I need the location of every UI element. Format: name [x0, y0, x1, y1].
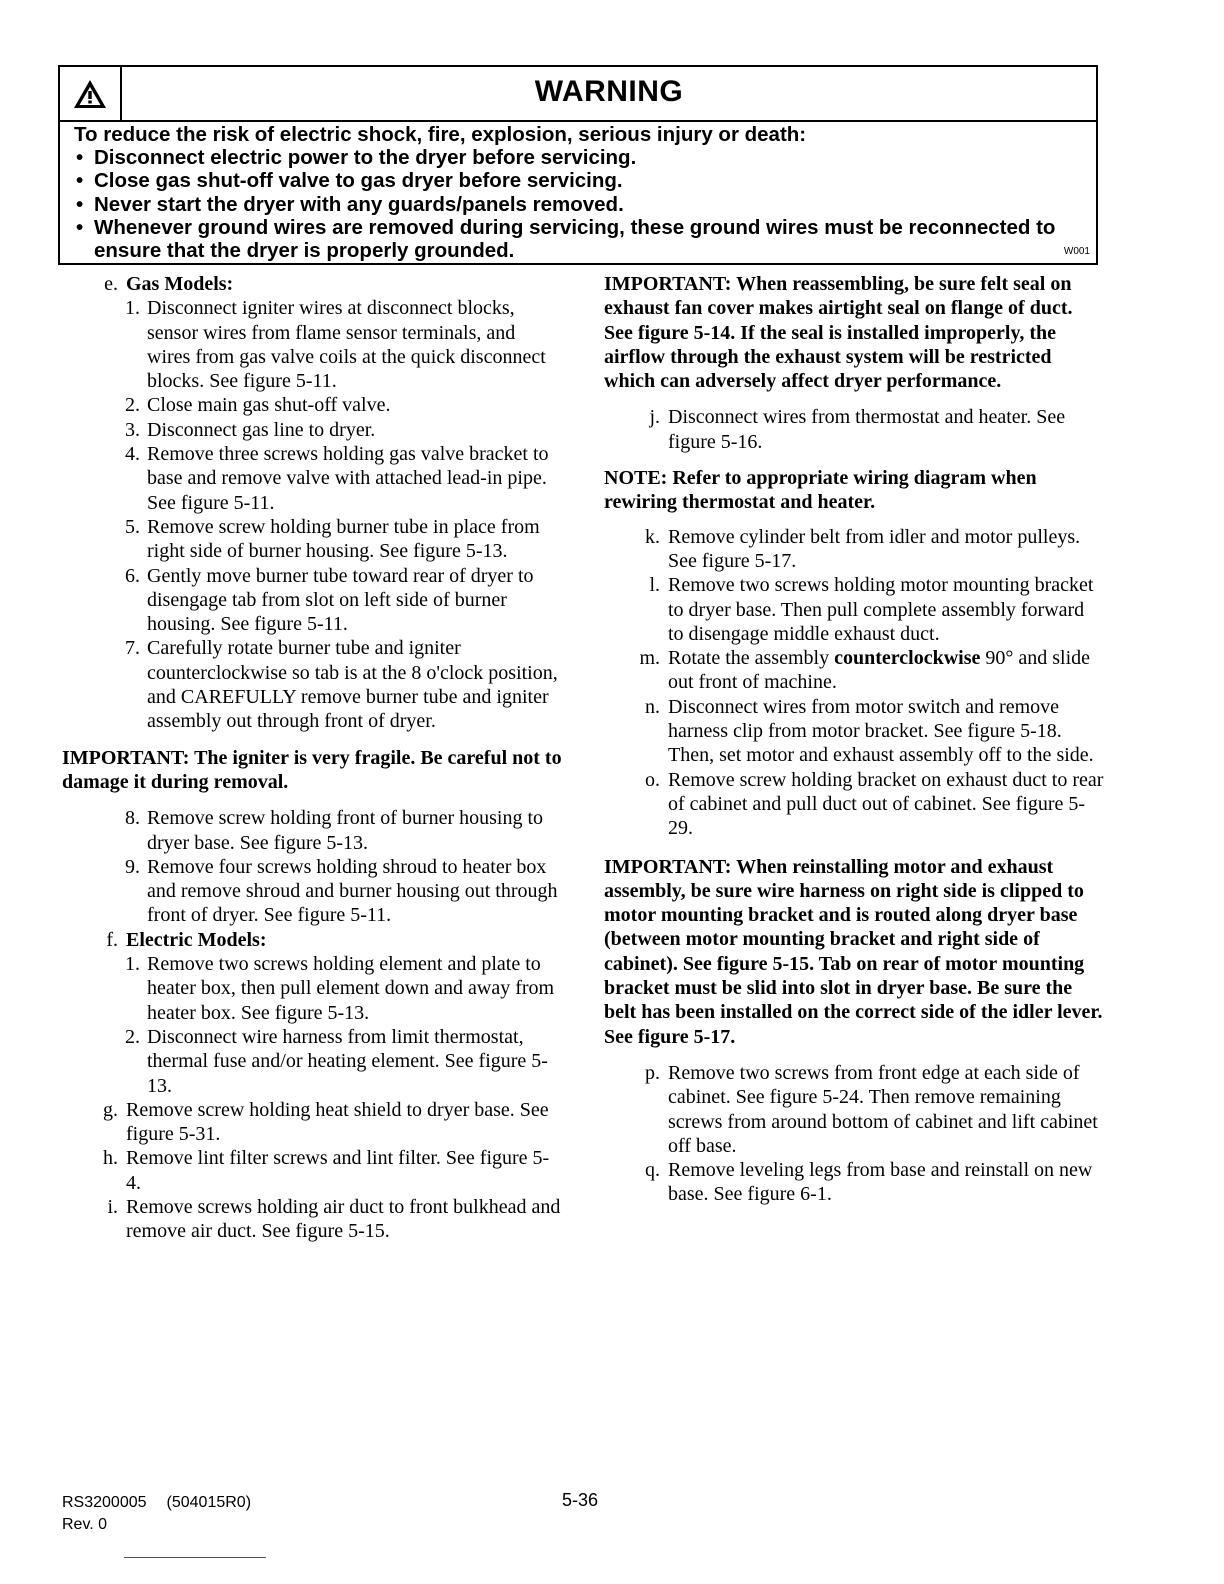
item-number: 7.	[125, 637, 140, 660]
item-label: j.	[649, 406, 660, 429]
item-text: Carefully rotate burner tube and igniter counterclockwise so tab is at the 8 o'clock position, and CAREFULLY remove burner tube and igniter assembly out through front of dryer.	[147, 637, 558, 733]
list-item	[62, 1195, 562, 1244]
list-item	[62, 806, 562, 855]
item-text: Remove two screws from front edge at each side of cabinet. See figure 5-24. Then remove remaining screws from around bottom of cabinet and lift cabinet off base.	[668, 1061, 1098, 1157]
item-text: Close main gas shut-off valve.	[147, 394, 391, 417]
right-column	[604, 272, 1104, 1207]
item-number: 2.	[125, 394, 140, 417]
warning-box	[58, 65, 1098, 265]
warning-code: W001	[1063, 246, 1090, 257]
list-item	[62, 952, 562, 1025]
item-number: 1.	[125, 953, 140, 976]
warning-bullet: • Whenever ground wires are removed during servicing, these ground wires must be reconnected to ensure that the dryer is properly grounded.	[74, 216, 1086, 262]
list-item	[604, 646, 1104, 695]
item-label: o.	[645, 768, 660, 791]
warning-body	[74, 123, 1086, 262]
item-text: Remove leveling legs from base and reinstall on new base. See figure 6-1.	[668, 1159, 1093, 1206]
left-column	[62, 272, 562, 1244]
item-label: k.	[645, 525, 660, 548]
doc-code-secondary: (504015R0)	[166, 1494, 252, 1511]
warning-header	[60, 67, 1096, 122]
item-text: Disconnect gas line to dryer.	[147, 418, 376, 441]
item-text-part: 90° and slide out front of machine.	[668, 647, 1091, 694]
item-text: Remove two screws holding element and plate to heater box, then pull element down and away from heater box. See figure 5-13.	[147, 953, 555, 1024]
item-label: m.	[639, 647, 660, 670]
doc-code: RS3200005	[62, 1494, 147, 1511]
item-text: Disconnect wire harness from limit thermostat, thermal fuse and/or heating element. See figure 5-13.	[147, 1025, 548, 1097]
item-label: n.	[645, 695, 660, 718]
warning-bullet: • Never start the dryer with any guards/panels removed.	[74, 193, 1086, 216]
list-item	[62, 296, 562, 393]
item-text: Disconnect igniter wires at disconnect blocks, sensor wires from flame sensor terminals, and wires from gas valve coils at the quick disconnect blocks. See figure 5-11.	[147, 297, 546, 393]
list-item	[604, 573, 1104, 646]
item-number: 5.	[125, 515, 140, 538]
section-gas-models	[62, 272, 562, 296]
footer-doc-info	[62, 1492, 251, 1536]
item-text: Remove screw holding heat shield to dryer base. See figure 5-31.	[126, 1098, 549, 1146]
list-item	[62, 1146, 562, 1195]
list-item	[604, 768, 1104, 841]
warning-icon-cell	[60, 67, 122, 120]
item-number: 8.	[125, 807, 140, 830]
item-text: Remove screw holding burner tube in place from right side of burner housing. See figure 5-13.	[147, 515, 540, 563]
footer-divider	[124, 1557, 266, 1558]
item-label: g.	[103, 1098, 118, 1121]
list-item	[62, 855, 562, 928]
item-label: f.	[106, 928, 118, 951]
item-label: i.	[107, 1195, 118, 1218]
item-label: h.	[103, 1147, 118, 1170]
revision: Rev. 0	[62, 1516, 108, 1533]
item-text: Disconnect wires from motor switch and remove harness clip from motor bracket. See figure 5-18. Then, set motor and exhaust assembly off to the side.	[668, 695, 1094, 767]
item-label: l.	[649, 574, 660, 597]
item-text: Remove cylinder belt from idler and motor pulleys. See figure 5-17.	[668, 525, 1081, 572]
item-text: Remove four screws holding shroud to heater box and remove shroud and burner housing out through front of dryer. See figure 5-11.	[147, 855, 558, 927]
warning-triangle-icon	[73, 79, 107, 109]
list-item	[62, 418, 562, 442]
emphasis-text: counterclockwise	[834, 647, 981, 670]
list-item	[604, 1061, 1104, 1158]
list-item	[604, 1158, 1104, 1207]
warning-intro: To reduce the risk of electric shock, fire, explosion, serious injury or death:	[74, 123, 807, 146]
list-item	[62, 393, 562, 417]
warning-bullet: • Close gas shut-off valve to gas dryer before servicing.	[74, 169, 1086, 192]
item-number: 9.	[125, 855, 140, 878]
item-number: 6.	[125, 564, 140, 587]
item-text-part: Rotate the assembly	[668, 647, 835, 670]
list-item	[62, 442, 562, 515]
list-item	[62, 564, 562, 637]
item-label: e.	[104, 273, 118, 295]
warning-title: WARNING	[534, 75, 684, 108]
list-item	[62, 515, 562, 564]
item-text: Remove screw holding front of burner housing to dryer base. See figure 5-13.	[147, 807, 544, 854]
item-text: Remove screws holding air duct to front bulkhead and remove air duct. See figure 5-15.	[126, 1195, 561, 1243]
warning-bullet: • Disconnect electric power to the dryer before servicing.	[74, 146, 1086, 169]
list-item	[62, 1025, 562, 1098]
item-number: 4.	[125, 443, 140, 466]
warning-bullets	[74, 146, 1086, 262]
important-note: IMPORTANT: The igniter is very fragile. Be careful not to damage it during removal.	[62, 746, 562, 793]
list-item	[604, 525, 1104, 574]
item-number: 1.	[125, 297, 140, 320]
item-text: Remove two screws holding motor mounting bracket to dryer base. Then pull complete assembly forward to disengage middle exhaust duct.	[668, 574, 1094, 645]
item-text: Disconnect wires from thermostat and heater. See figure 5-16.	[668, 406, 1066, 453]
list-item	[604, 695, 1104, 768]
list-item	[62, 636, 562, 733]
page-number: 5-36	[562, 1490, 599, 1510]
list-item	[62, 1098, 562, 1147]
item-text: Gently move burner tube toward rear of dryer to disengage tab from slot on left side of burner housing. See figure 5-11.	[147, 564, 534, 636]
item-text: Remove screw holding bracket on exhaust duct to rear of cabinet and pull duct out of cabinet. See figure 5-29.	[668, 768, 1104, 840]
item-number: 3.	[125, 418, 140, 441]
note: NOTE: Refer to appropriate wiring diagram when rewiring thermostat and heater.	[604, 467, 1037, 514]
item-label: p.	[645, 1061, 660, 1084]
item-label: q.	[645, 1159, 660, 1182]
item-text	[668, 647, 1090, 693]
important-note: IMPORTANT: When reassembling, be sure felt seal on exhaust fan cover makes airtight seal on flange of duct. See figure 5-14. If the seal is installed improperly, the airflow through the exhaust system will be restricted which can adversely affect dryer performance.	[604, 273, 1073, 393]
important-note: IMPORTANT: When reinstalling motor and exhaust assembly, be sure wire harness on right side is clipped to motor mounting bracket and is routed along dryer base (between motor mounting bracket and right side of cabinet). See figure 5-15. Tab on rear of motor mounting bracket must be slid into slot in dryer base. Be sure the belt has been installed on the correct side of the idler lever. See figure 5-17.	[604, 855, 1103, 1048]
list-item	[604, 405, 1104, 454]
item-number: 2.	[125, 1025, 140, 1048]
item-text: Remove lint filter screws and lint filter. See figure 5-4.	[126, 1147, 550, 1194]
section-electric-models	[62, 928, 562, 952]
item-text: Remove three screws holding gas valve bracket to base and remove valve with attached lead-in pipe. See figure 5-11.	[147, 443, 549, 514]
section-title: Gas Models:	[126, 273, 234, 295]
section-title: Electric Models:	[126, 928, 267, 951]
